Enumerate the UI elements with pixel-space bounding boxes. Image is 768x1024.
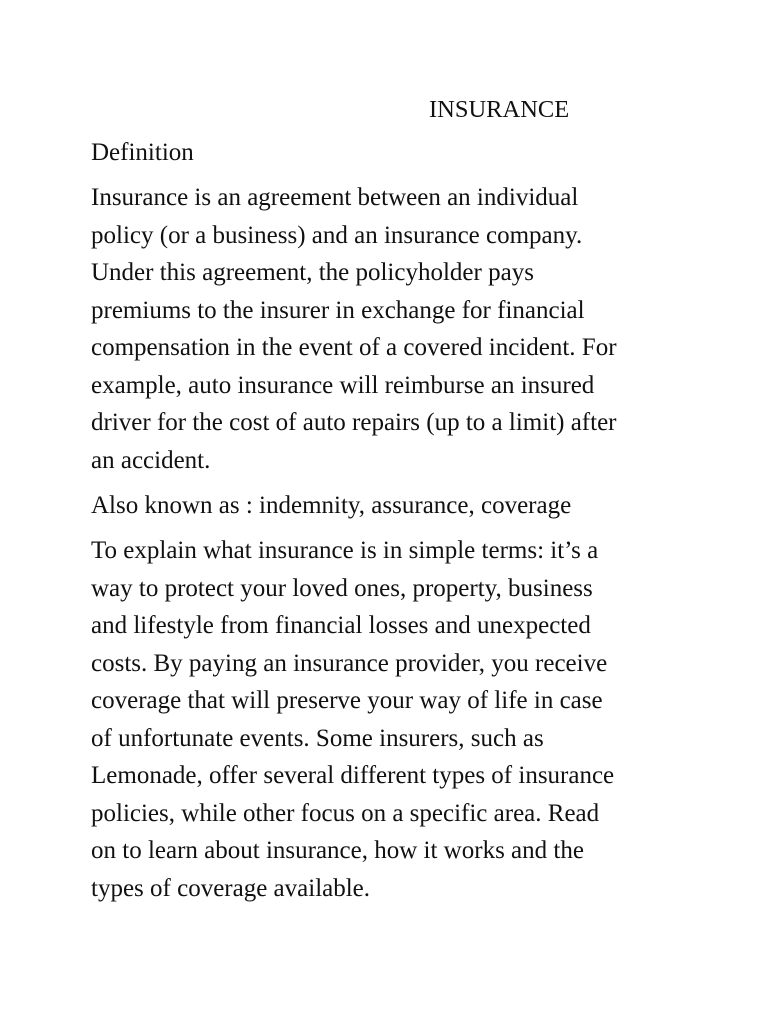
definition-line: compensation in the event of a covered incident. For bbox=[91, 334, 617, 361]
explanation-line: types of coverage available. bbox=[91, 874, 371, 902]
document-title: INSURANCE bbox=[429, 96, 570, 123]
explanation-line: and lifestyle from financial losses and unexpected bbox=[91, 612, 591, 639]
explanation-line: Lemonade, offer several different types of insurance bbox=[91, 762, 615, 789]
explanation-line: costs. By paying an insurance provider, you receive bbox=[91, 649, 608, 677]
definition-line: premiums to the insurer in exchange for financial bbox=[91, 296, 585, 324]
document-content bbox=[91, 94, 691, 917]
explanation-line: coverage that will preserve your way of life in case bbox=[91, 687, 603, 714]
section-heading-definition: Definition bbox=[91, 139, 194, 166]
explanation-line: on to learn about insurance, how it works and the bbox=[91, 837, 584, 864]
explanation-line: way to protect your loved ones, property, business bbox=[91, 574, 593, 602]
definition-line: example, auto insurance will reimburse an insured bbox=[91, 371, 595, 399]
definition-line: an accident. bbox=[91, 446, 211, 474]
definition-line: policy (or a business) and an insurance company. bbox=[91, 221, 583, 249]
also-known-as-line: Also known as : indemnity, assurance, coverage bbox=[91, 492, 572, 519]
explanation-line: policies, while other focus on a specific area. Read bbox=[91, 799, 600, 827]
definition-line: driver for the cost of auto repairs (up to a limit) after bbox=[91, 409, 617, 436]
definition-line: Insurance is an agreement between an individual bbox=[91, 184, 579, 211]
explanation-paragraph bbox=[91, 532, 691, 907]
explanation-line: of unfortunate events. Some insurers, such as bbox=[91, 724, 544, 752]
explanation-line: To explain what insurance is in simple terms: it’s a bbox=[91, 537, 599, 564]
definition-paragraph bbox=[91, 179, 691, 479]
definition-line: Under this agreement, the policyholder pays bbox=[91, 259, 534, 286]
